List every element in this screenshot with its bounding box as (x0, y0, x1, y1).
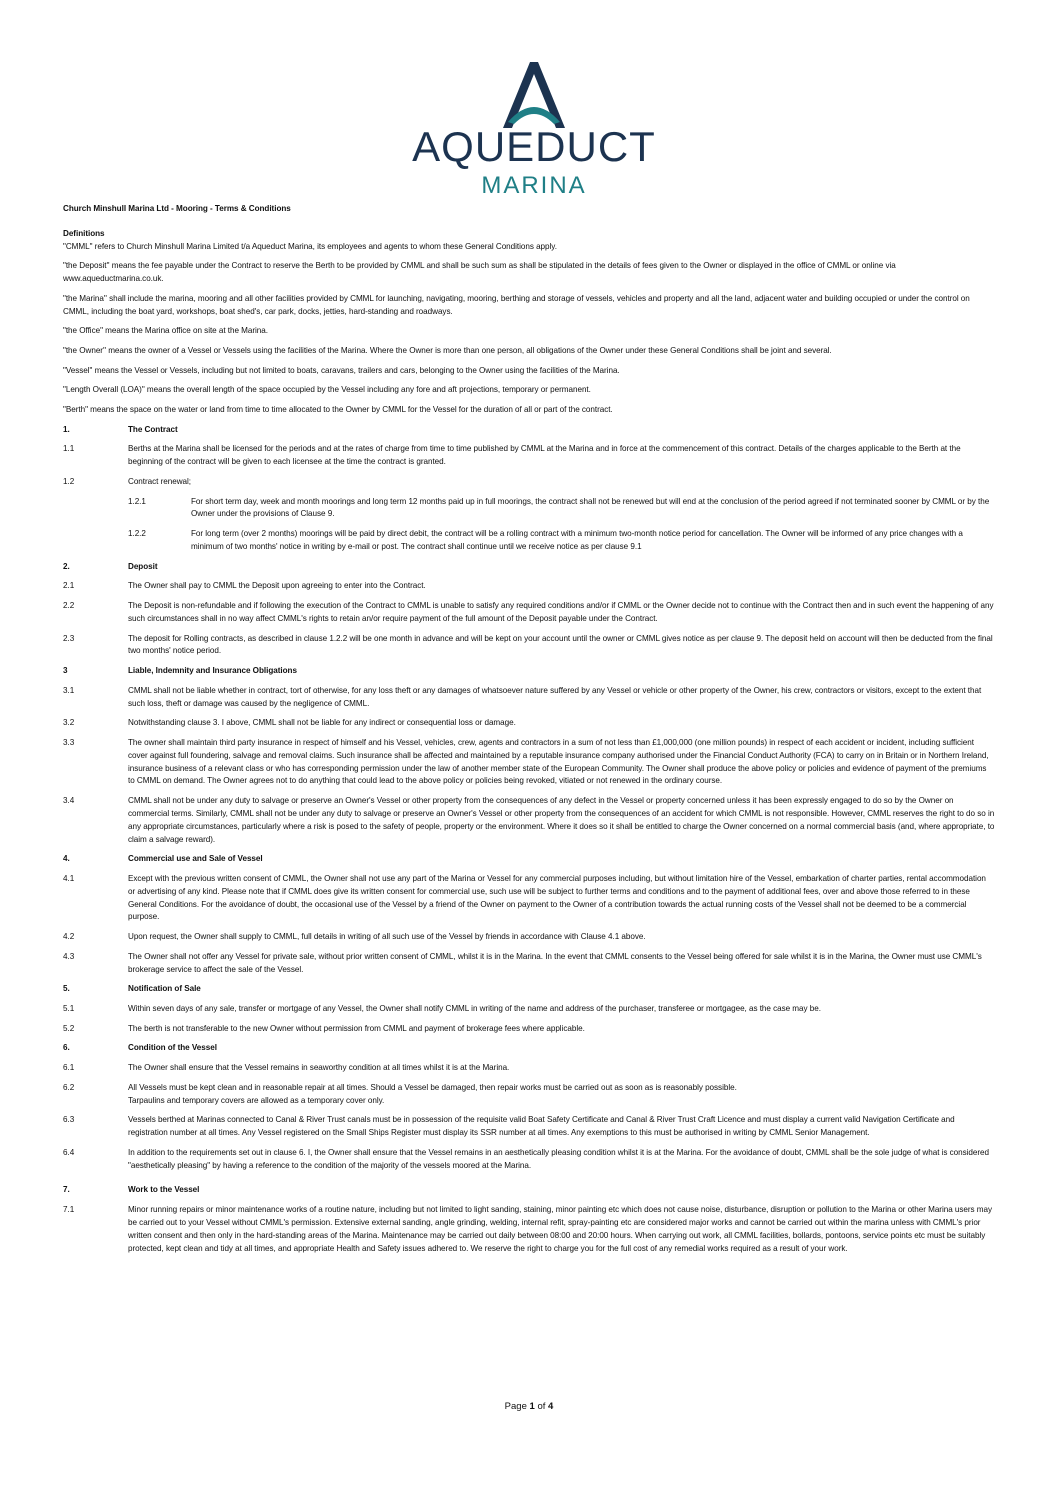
footer-page-word: Page (504, 1401, 527, 1412)
clause-number: 4.2 (63, 932, 75, 942)
clause (63, 443, 995, 469)
section-title: The Contract (128, 424, 178, 434)
definition-paragraph: "the Marina'' shall include the marina, mooring and all other facilities provided by CMML for launching, navigating, mooring, berthing and storage of vessels, vehicles and property and all the land, adjacent water and building occupied or under the control on CMML, including the boat yard, workshops, boat shed's, car park, docks, jetties, hard-standing and roadways. (63, 293, 970, 316)
clause-text: Notwithstanding clause 3. I above, CMML shall not be liable for any indirect or consequential loss or damage. (128, 718, 516, 728)
definition-paragraph: "Berth" means the space on the water or land from time to time allocated to the Owner by CMML for the Vessel for the duration of all or part of the contract. (63, 405, 613, 414)
subclause-text: For long term (over 2 months) moorings will be paid by direct debit, the contract will be a rolling contract with a minimum two-month notice period for cancellation. The Owner will be informed of any price changes with a minimum of two months' notice in writing by e-mail or post. The contract shall continue until we receive notice as per clause 9.1 (191, 529, 963, 551)
section-number: 3 (63, 666, 68, 676)
aqueduct-marina-logo (370, 58, 700, 208)
terms-document (63, 203, 995, 1262)
clause (63, 1147, 995, 1173)
clause (63, 931, 995, 944)
clause (63, 717, 995, 730)
clause-text: Minor running repairs or minor maintenance works of a routine nature, including but not limited to light sanding, staining, minor painting etc which does not cause noise, disturbance, disruption or pollution to the Marina or other Marina users may be carried out to your Vessel without CMML's permission. Extensive external sanding, angle grinding, welding, internal refit, spray-painting etc are considered major works and cannot be carried out within the marina unless with CMML's prior written consent and then only in the hard-standing areas of the Marina. Maintenance may be carried out daily between 08:00 and 20:00 hours. When carrying out work, all CMML facilities, bollards, pontoons, service points etc must be suitably protected, kept clean and tidy at all times, and appropriate Health and Safety issues adhered to. We reserve the right to charge you for the full cost of any remedial works required as a result of your work. (128, 1205, 993, 1253)
section-heading (63, 853, 995, 866)
clause (63, 685, 995, 711)
footer-page-number: 1 (529, 1401, 535, 1412)
section-title: Commercial use and Sale of Vessel (128, 854, 263, 864)
clause (63, 476, 995, 489)
clause-number: 6.3 (63, 1115, 75, 1125)
clause-text: The berth is not transferable to the new Owner without permission from CMML and payment of brokerage fees where applicable. (128, 1023, 585, 1033)
clause (63, 873, 995, 924)
section-number: 2. (63, 561, 70, 571)
section-heading (63, 1042, 995, 1055)
clause-text: Upon request, the Owner shall supply to CMML, full details in writing of all such use of the Vessel by friends in accordance with Clause 4.1 above. (128, 932, 646, 942)
clause (63, 951, 995, 977)
definition-paragraph: "Vessel" means the Vessel or Vessels, including but not limited to boats, caravans, trailers and cars, belonging to the Owner using the facilities of the Marina. (63, 365, 620, 375)
clause-number: 5.1 (63, 1004, 75, 1014)
clause (63, 1204, 995, 1255)
clause-number: 1.1 (63, 444, 75, 454)
clause-text: The owner shall maintain third party insurance in respect of himself and his Vessel, vehicles, crew, agents and contractors in a sum of not less than £1,000,000 (one million pounds) in respect of each accident or incident, including sufficient cover against full foundering, salvage and removal claims. Such insurance shall be affected and maintained by a reputable insurance company authorised under the Financial Conduct Authority (FCA) to carry on in Britain or in Northern Ireland, insurance business of a relevant class or who has corresponding permission under the law of another member state of the European Community. The Owner shall produce the above policy or policies and evidence of payment of the premiums to CMML on demand. The Owner agrees not to do anything that could lead to the above policy or policies being revoked, vitiated or not renewed in the ordinary course. (128, 738, 989, 786)
definitions-heading: Definitions (63, 228, 105, 238)
clause-text: Vessels berthed at Marinas connected to Canal & River Trust canals must be in possession of the requisite valid Boat Safety Certificate and Canal & River Trust Craft Licence and must display a current valid Navigation Certificate and registration number at all times. Any Vessel registered on the Small Ships Register must display its SSR number at all times. Any exemptions to this must be authorised in writing by CMML Senior Management. (128, 1115, 955, 1138)
clause-number: 1.2 (63, 476, 75, 486)
clause-number: 2.3 (63, 633, 75, 643)
clause-number: 6.2 (63, 1082, 75, 1092)
section-heading (63, 1184, 995, 1197)
subclause (128, 528, 995, 554)
clause (63, 737, 995, 788)
clause-number: 3.1 (63, 685, 75, 695)
clause-number: 6.1 (63, 1063, 75, 1073)
subclause-number: 1.2.1 (128, 496, 146, 506)
section-title: Condition of the Vessel (128, 1043, 217, 1053)
clause (63, 600, 995, 626)
definition-paragraph: "the Owner'' means the owner of a Vessel or Vessels using the facilities of the Marina. Where the Owner is more than one person, all obligations of the Owner under these General Conditions shall be joint and several. (63, 345, 832, 355)
clause-number: 3.3 (63, 738, 75, 748)
clause-number: 7.1 (63, 1205, 75, 1215)
clause (63, 633, 995, 659)
clause-number: 4.1 (63, 874, 75, 883)
clause-number: 4.3 (63, 951, 75, 961)
clause (63, 1114, 995, 1140)
clause-text: All Vessels must be kept clean and in reasonable repair at all times. Should a Vessel be damaged, then repair works must be carried out as soon as is reasonably possible. Tarpaulins and temporary covers are allowed as a temporary cover only. (128, 1082, 737, 1105)
clause-text: The Deposit is non-refundable and if following the execution of the Contract to CMML is unable to satisfy any required conditions and/or if CMML or the Owner decide not to continue with the Contract then and in such event the happening of any such circumstances shall in no way affect CMML's rights to retain an/or require payment of the full amount of the Deposit payable under the Contract. (128, 601, 994, 623)
clause-text: The Owner shall not offer any Vessel for private sale, without prior written consent of CMML, whilst it is in the Marina. In the event that CMML consents to the Vessel being offered for sale whilst it is in the Marina, the Owner must use CMML's brokerage service to affect the sale of the Vessel. (128, 951, 982, 974)
footer-page-total: 4 (548, 1401, 554, 1412)
clause-number: 2.1 (63, 581, 75, 591)
section-title: Notification of Sale (128, 984, 201, 994)
clause (63, 1082, 995, 1108)
definition-paragraph: "the Deposit'' means the fee payable under the Contract to reserve the Berth to be provided by CMML and shall be such sum as shall be stipulated in the details of fees given to the Owner or displayed in the office of CMML or online via www.aqueductmarina.co.uk. (63, 261, 896, 284)
clause-text: Berths at the Marina shall be licensed for the periods and at the rates of charge from time to time published by CMML at the Marina and in force at the commencement of this contract. Details of the charges applicable to the Berth at the beginning of the contract will be given to each licensee at the time the contract is granted. (128, 444, 961, 467)
definition-paragraph: "the Office" means the Marina office on site at the Marina. (63, 326, 268, 336)
section-title: Liable, Indemnity and Insurance Obligations (128, 666, 297, 676)
section-number: 4. (63, 854, 70, 864)
subclause-number: 1.2.2 (128, 529, 146, 539)
clause-number: 3.2 (63, 718, 75, 728)
footer-of-word: of (537, 1401, 546, 1412)
clause-number: 5.2 (63, 1023, 75, 1033)
clause (63, 1023, 995, 1036)
clause-text: The deposit for Rolling contracts, as described in clause 1.2.2 will be one month in advance and will be kept on your account until the owner or CMML gives notice as per clause 9. The deposit held on account will then be deducted from the final two months' notice period. (128, 633, 993, 656)
section-heading (63, 983, 995, 996)
clause-text: The Owner shall ensure that the Vessel remains in seaworthy condition at all times whilst it is at the Marina. (128, 1063, 510, 1073)
section-title: Deposit (128, 561, 158, 571)
clause-text: CMML shall not be liable whether in contract, tort of otherwise, for any loss theft or any damages of whatsoever nature suffered by any Vessel or vehicle or other property of the Owner, his crew, contractors or visitors, except to the extent that such loss, theft or damage was caused by the negligence of CMML. (128, 685, 982, 708)
clause-number: 2.2 (63, 601, 75, 611)
clause-number: 6.4 (63, 1147, 75, 1157)
clause (63, 1062, 995, 1075)
clause-text: Contract renewal; (128, 476, 191, 486)
clause-text: Except with the previous written consent of CMML, the Owner shall not use any part of the Marina or Vessel for any commercial purposes including, but without limitation hire of the Vessel, embarkation of charter parties, rental accommodation or advertising of any kind. Please note that if CMML does give its written consent for commercial use, such use will be subject to further terms and conditions and to the payment of additional fees, over and above those referred to in these General Conditions. For the avoidance of doubt, the occasional use of the Vessel by a friend of the Owner on payment to the Owner of a contribution towards the actual running costs of the Vessel shall not be deemed to be a commercial purpose. (128, 874, 986, 922)
section-number: 5. (63, 984, 70, 994)
clause (63, 795, 995, 846)
section-number: 7. (63, 1185, 70, 1195)
section-heading (63, 424, 995, 437)
clause (63, 1003, 995, 1016)
clause-text: In addition to the requirements set out in clause 6. I, the Owner shall ensure that the Vessel remains in an aesthetically pleasing condition whilst it is at the Marina. For the avoidance of doubt, CMML shall be the sole judge of what is considered "aesthetically pleasing" by having a reference to the condition of the majority of the vessels moored at the Marina. (128, 1147, 989, 1170)
clause-text: Within seven days of any sale, transfer or mortgage of any Vessel, the Owner shall notify CMML in writing of the name and address of the purchaser, transferee or mortgagee, as the case may be. (128, 1004, 821, 1014)
sections (63, 424, 995, 1256)
clause-text: The Owner shall pay to CMML the Deposit upon agreeing to enter into the Contract. (128, 581, 426, 591)
definition-paragraph: "Length Overall (LOA)" means the overall length of the space occupied by the Vessel including any fore and aft projections, temporary or permanent. (63, 385, 591, 395)
subclause-text: For short term day, week and month moorings and long term 12 months paid up in full moorings, the contract shall not be renewed but will end at the conclusion of the period agreed if not terminated sooner by CMML or by the Owner under the provisions of Clause 9. (191, 496, 990, 519)
section-number: 6. (63, 1043, 70, 1053)
logo-subtitle: MARINA (481, 172, 587, 199)
definition-paragraph: "CMML" refers to Church Minshull Marina Limited t/a Aqueduct Marina, its employees and agents to whom these General Conditions apply. (63, 241, 557, 251)
subclause (128, 496, 995, 522)
section-heading (63, 561, 995, 574)
logo-wordmark: AQUEDUCT (412, 123, 656, 170)
clause (63, 580, 995, 593)
page-footer (0, 1401, 1058, 1412)
section-number: 1. (63, 424, 70, 434)
aqueduct-marina-logo-mark (370, 58, 700, 208)
section-heading (63, 665, 995, 678)
clause-text: CMML shall not be under any duty to salvage or preserve an Owner's Vessel or other property from the consequences of any defect in the Vessel or property concerned unless it has been expressly engaged to do so by the Owner on commercial terms. Similarly, CMML shall not be under any duty to salvage or preserve an Owner's Vessel or other property from the consequences of an accident for which CMML is not responsible. However, CMML reserves the right to do so in any appropriate circumstances, particularly where a risk is posed to the safety of people, property or the environment. Where it does so it shall be entitled to charge the Owner concerned on a normal commercial basis (and, where appropriate, to claim a salvage reward). (128, 796, 995, 844)
definitions-list (63, 241, 995, 417)
document-title: Church Minshull Marina Ltd - Mooring - Terms & Conditions (63, 204, 291, 213)
section-title: Work to the Vessel (128, 1185, 200, 1195)
clause-number: 3.4 (63, 796, 75, 806)
